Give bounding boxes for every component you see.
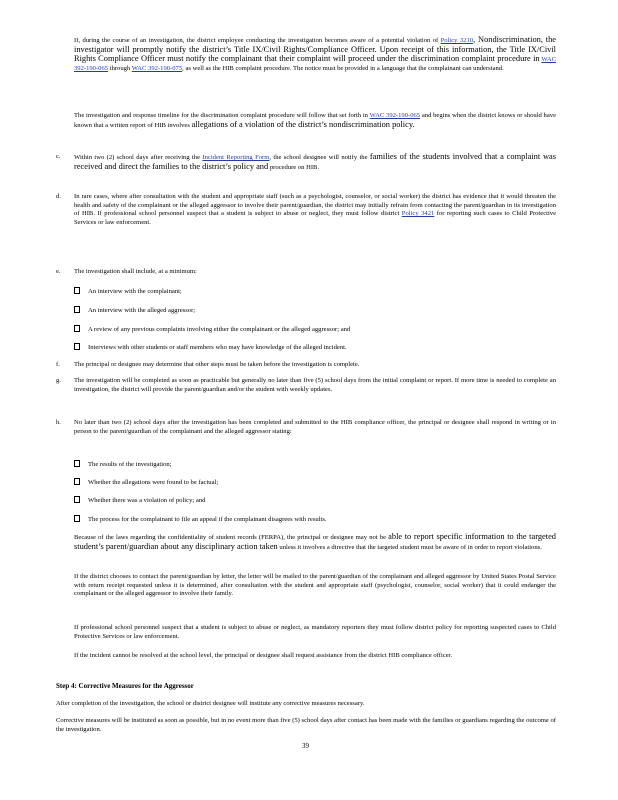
text: for reporting such cases to Child Protective Services or law enforcement. — [74, 210, 557, 226]
checkbox-glyph-icon — [74, 460, 80, 467]
item-e-label: e. — [56, 268, 61, 275]
wac-065-link-2[interactable]: WAC 392-190-065 — [369, 112, 421, 119]
incident-reporting-form-link[interactable]: Incident Reporting Form — [202, 154, 270, 161]
text: If, during the course of an investigation, the district employee conducting the investigation becomes aware of a potential violation of — [74, 37, 439, 44]
text: Whether the allegations were found to be factual; — [88, 479, 219, 486]
text: The results of the investigation; — [88, 461, 172, 468]
policy-3421-link[interactable]: Policy 3421 — [401, 210, 435, 218]
item-g-label: g. — [56, 377, 61, 384]
step-4-paragraph-1: After completion of the investigation, the school or district designee will institute any corrective measures necessary. — [56, 700, 365, 707]
checkbox-glyph-icon — [74, 325, 80, 332]
text: The investigation and response timeline for the discrimination complaint procedure will follow that set forth in — [74, 112, 368, 119]
text: In rare cases, where after consultation with the student and appropriate staff (such as a psychologist, counselor, or social worker) the district has evidence that it would threaten the health and safety of the complainant or the alleged aggressor to involve their parent/guardian, the district may initially refrain from contacting the parent/guardian in its investigation of HIB. If professional school personnel suspect that a student is subject to abuse or neglect, they must follow district — [74, 193, 556, 218]
list-item — [74, 306, 195, 316]
text: An interview with the alleged aggressor; — [88, 307, 196, 314]
item-c-label: c. — [56, 153, 61, 160]
list-item — [74, 496, 205, 506]
checkbox-glyph-icon — [74, 478, 80, 485]
page-number: 39 — [302, 742, 309, 750]
text: Interviews with other students or staff members who may have knowledge of the alleged incident. — [88, 344, 347, 351]
paragraph-letter: If the district chooses to contact the parent/guardian by letter, the letter will be mailed to the parent/guardian of the complainant and alleged aggressor by United States Postal Service with return receipt requested unless it is determined, after consultation with the student and appropriate staff (psychologist, counselor, social worker) that it could endanger the complainant or the alleged aggressor to involve their family. — [74, 573, 556, 598]
item-g-text: The investigation will be completed as soon as practicable but generally no later than five (5) school days from the initial complaint or report. If more time is needed to complete an investigation, the district will provide the parent/guardian and/or the student with weekly updates. — [74, 377, 556, 393]
text: An interview with the complainant; — [88, 288, 182, 295]
text: , the school designee will notify the — [269, 154, 368, 161]
item-c-text — [74, 153, 556, 172]
item-f-text: The principal or designee may determine that other steps must be taken before the investigation is complete. — [74, 361, 360, 368]
item-h-label: h. — [56, 419, 61, 426]
list-item — [74, 515, 327, 525]
text: able to report specific information to the targeted student’s parent/guardian about any disciplinary action taken — [74, 532, 556, 551]
list-item — [74, 478, 218, 488]
text: Because of the laws regarding the confidentiality of student records (FERPA), the principal or designee may not be — [74, 534, 386, 541]
text: Within two (2) school days after receiving the — [74, 154, 201, 161]
checkbox-glyph-icon — [74, 306, 80, 313]
text: allegations of a violation of the district’s nondiscrimination policy. — [191, 119, 415, 129]
text: Whether there was a violation of policy; and — [88, 497, 206, 504]
text: , Nondiscrimination, the investigator will promptly notify the district’s Title IX/Civil Rights/Compliance Officer. Upon receipt of this information, the Title IX/Civil Rights Compliance Officer must notify the complainant that their complaint will proceed under the discrimination complaint procedure in — [74, 35, 556, 64]
checkbox-glyph-icon — [74, 287, 80, 294]
wac-065-link[interactable]: WAC 392-190-065 — [74, 56, 556, 72]
checkbox-glyph-icon — [74, 515, 80, 522]
item-d-text — [74, 193, 556, 227]
list-item — [74, 343, 347, 353]
paragraph-timeline — [74, 112, 556, 130]
list-item — [74, 325, 350, 335]
step-4-paragraph-2: Corrective measures will be instituted as soon as possible, but in no event more than five (5) school days after contact has been made with the families or guardians regarding the outcome of the investigation. — [56, 717, 556, 733]
item-e-intro: The investigation shall include, at a minimum: — [74, 268, 197, 275]
text: and begins when the district knows or should have known that a written report of HIB involves — [74, 112, 556, 129]
paragraph-abuse: If professional school personnel suspect that a student is subject to abuse or neglect, as mandatory reporters they must follow district policy for reporting suspected cases to Child Protective Services or law enforcement. — [74, 624, 556, 640]
item-h-text: No later than two (2) school days after the investigation has been completed and submitted to the HIB compliance officer, the principal or designee shall respond in writing or in person to the parent/guardian of the complainant and the alleged aggressor stating: — [74, 419, 556, 435]
paragraph-discrimination-notice — [74, 36, 556, 73]
text: procedure on HIB. — [269, 163, 320, 171]
text: The process for the complainant to file an appeal if the complainant disagrees with results. — [88, 516, 327, 523]
text: , as well as the HIB complaint procedure. The notice must be provided in a language that the complainant can understand. — [182, 64, 504, 72]
text: A review of any previous complaints involving either the complainant or the alleged aggressor; and — [88, 326, 351, 333]
item-d-label: d. — [56, 193, 61, 200]
checkbox-glyph-icon — [74, 343, 80, 350]
wac-075-link[interactable]: WAC 392-190-075 — [131, 64, 183, 72]
policy-3210-link[interactable]: Policy 3210 — [440, 37, 474, 44]
list-item — [74, 287, 182, 297]
text: through — [109, 64, 131, 72]
paragraph-ferpa — [74, 533, 556, 552]
list-item — [74, 460, 172, 470]
checkbox-glyph-icon — [74, 496, 80, 503]
step-4-heading: Step 4: Corrective Measures for the Aggressor — [56, 682, 194, 690]
paragraph-unresolved: If the incident cannot be resolved at the school level, the principal or designee shall request assistance from the district HIB compliance officer. — [74, 652, 453, 659]
item-f-label: f. — [56, 361, 60, 368]
text: families of the students involved that a complaint was received and direct the families to the district’s policy and — [74, 152, 556, 171]
text: unless it involves a directive that the targeted student must be aware of in order to report violations. — [279, 543, 542, 551]
